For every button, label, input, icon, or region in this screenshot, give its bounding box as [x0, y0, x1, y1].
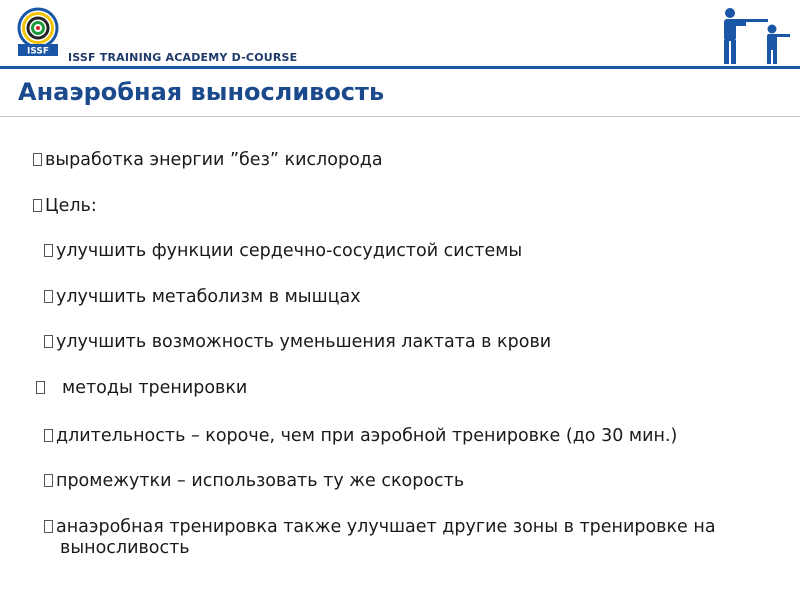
sub-bullet-item: анаэробная тренировка также улучшает другие зоны в тренировке на выносливость [44, 517, 800, 559]
bullet-item: методы тренировки [36, 378, 247, 399]
academy-label: ISSF TRAINING ACADEMY D-COURSE [68, 51, 298, 64]
bullet-box-icon [33, 153, 42, 166]
logo-text: ISSF [26, 46, 50, 57]
sub-bullet-item: длительность – короче, чем при аэробной тренировке (до 30 мин.) [44, 426, 677, 447]
slide-title: Анаэробная выносливость [18, 78, 385, 106]
bullet-box-icon [36, 381, 45, 394]
bullet-box-icon [44, 244, 53, 257]
bullet-box-icon [44, 290, 53, 303]
sub-bullet-item: улучшить функции сердечно-сосудистой системы [44, 241, 522, 262]
bullet-box-icon [44, 474, 53, 487]
sub-bullet-item: улучшить метаболизм в мышцах [44, 287, 361, 308]
bullet-item: Цель: [33, 196, 97, 217]
sub-bullet-item: улучшить возможность уменьшения лактата в крови [44, 332, 551, 353]
bullet-box-icon [44, 335, 53, 348]
bullet-item: выработка энергии ”без” кислорода [33, 150, 383, 171]
sub-bullet-item: промежутки – использовать ту же скорость [44, 471, 464, 492]
bullet-box-icon [33, 199, 42, 212]
bullet-box-icon [44, 520, 53, 533]
bullet-box-icon [44, 429, 53, 442]
